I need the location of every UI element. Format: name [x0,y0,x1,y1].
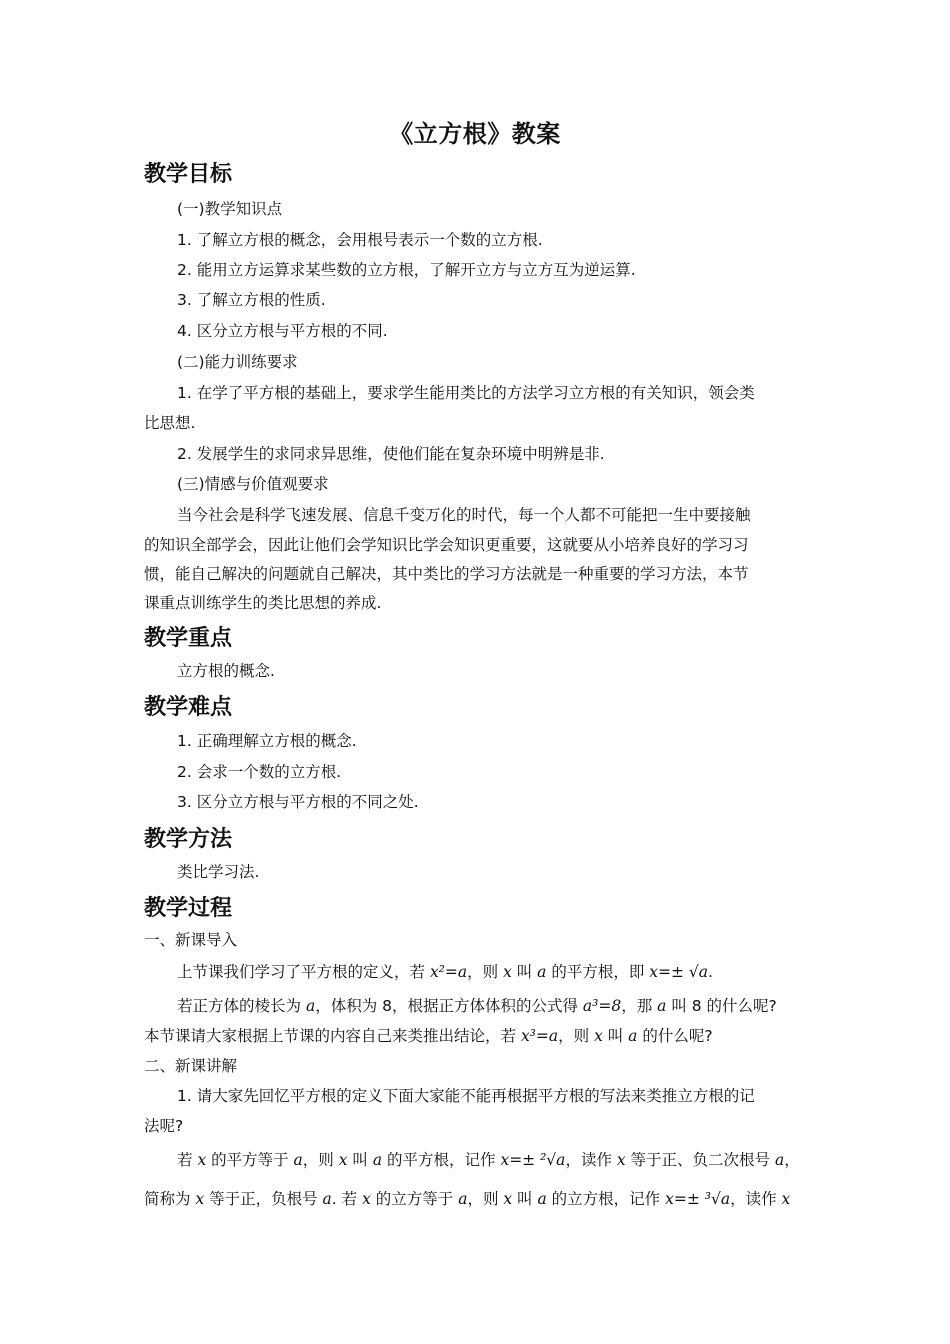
text: ，读作 [730,1190,782,1208]
variable: x [781,1190,791,1208]
text: 的立方等于 [370,1190,459,1208]
goal-2-item-2: 2. 发展学生的求同求异思维，使他们能在复杂环境中明辨是非. [177,445,605,463]
variable: x [197,1151,207,1169]
text: 等于正、负二次根号 [625,1151,775,1169]
text: . [708,963,713,981]
goal-3-line-d: 课重点训练学生的类比思想的养成. [144,594,382,612]
lecture-paragraph-1a: 1. 请大家先回忆平方根的定义下面大家能不能再根据平方根的写法来类推立方根的记 [177,1087,755,1105]
goal-3-line-c: 惯，能自己解决的问题就自己解决，其中类比的学习方法就是一种重要的学习方法，本节 [144,565,749,583]
text: 等于正，负根号 [204,1190,323,1208]
difficulty-1: 1. 正确理解立方根的概念. [177,732,357,750]
heading-method: 教学方法 [144,827,233,852]
formula: x²=a [429,963,468,981]
text: 叫 8 的什么呢? [666,997,777,1015]
goal-section-3: (三)情感与价值观要求 [177,475,329,493]
formula: x=± ³√a [665,1190,731,1208]
text: 叫 [512,1190,538,1208]
variable: a [774,1151,785,1169]
section-intro: 一、新课导入 [144,931,238,949]
text: ， [784,1151,800,1169]
text: . 若 [331,1190,363,1208]
goal-2-item-1b: 比思想. [144,414,196,432]
intro-paragraph-3 [144,1026,713,1046]
text: ，则 [467,1190,504,1208]
text: ，那 [621,997,658,1015]
text: 若正方体的棱长为 [177,997,306,1015]
variable: a [628,1027,638,1045]
goal-section-1: (一)教学知识点 [177,200,283,218]
text: 的平方等于 [206,1151,294,1169]
variable: x [594,1027,603,1045]
lecture-paragraph-1b: 法呢? [144,1117,184,1135]
goal-3-line-a: 当今社会是科学飞速发展、信息千变万化的时代，每一个人都不可能把一生中要接触 [177,506,751,524]
heading-goals: 教学目标 [144,162,233,187]
variable: a [372,1151,383,1169]
text: 本节课请大家根据上节课的内容自己来类推出结论，若 [144,1027,521,1045]
variable: x [362,1190,371,1208]
formula: x=± √a [649,963,709,981]
variable: a [458,1190,468,1208]
variable: a [657,997,667,1015]
text: 叫 [602,1027,629,1045]
formula: x=± ²√a [500,1151,566,1169]
variable: a [537,963,547,981]
text: 的平方根，记作 [382,1151,501,1169]
heading-difficulties: 教学难点 [144,695,233,720]
intro-paragraph-2 [177,996,777,1016]
key-point-1: 立方根的概念. [177,662,275,680]
text: 若 [177,1151,198,1169]
lecture-paragraph-3 [144,1189,790,1209]
formula: a³=8 [582,997,622,1015]
goal-3-line-b: 的知识全部学会，因此让他们会学知识比学会知识更重要，这就要从小培养良好的学习习 [144,536,749,554]
variable: a [305,997,316,1015]
variable: a [537,1190,547,1208]
variable: x [195,1190,205,1208]
difficulty-3: 3. 区分立方根与平方根的不同之处. [177,793,419,811]
goal-1-item-2: 2. 能用立方运算求某些数的立方根，了解开立方与立方互为逆运算. [177,261,636,279]
goal-section-2: (二)能力训练要求 [177,353,298,371]
variable: x [616,1151,626,1169]
goal-1-item-3: 3. 了解立方根的性质. [177,291,326,309]
intro-paragraph-1 [177,962,713,982]
variable: x [338,1151,348,1169]
variable: x [503,1190,513,1208]
text: ，则 [302,1151,339,1169]
lecture-paragraph-2 [177,1150,800,1170]
variable: x [503,963,512,981]
text: 叫 [347,1151,373,1169]
formula: x³=a [520,1027,559,1045]
text: ，则 [558,1027,595,1045]
text: ，体积为 8，根据正方体体积的公式得 [315,997,583,1015]
difficulty-2: 2. 会求一个数的立方根. [177,763,342,781]
goal-2-item-1a: 1. 在学了平方根的基础上，要求学生能用类比的方法学习立方根的有关知识，领会类 [177,384,755,402]
text: ，读作 [565,1151,617,1169]
variable: a [293,1151,303,1169]
heading-process: 教学过程 [144,896,233,921]
text: 简称为 [144,1190,196,1208]
text: 的什么呢? [637,1027,713,1045]
text: 上节课我们学习了平方根的定义，若 [177,963,430,981]
method-1: 类比学习法. [177,863,260,881]
section-lecture: 二、新课讲解 [144,1057,238,1075]
document-title: 《立方根》教案 [389,120,561,148]
variable: a [322,1190,332,1208]
goal-1-item-1: 1. 了解立方根的概念，会用根号表示一个数的立方根. [177,231,543,249]
text: 的平方根，即 [546,963,650,981]
text: 的立方根，记作 [546,1190,666,1208]
goal-1-item-4: 4. 区分立方根与平方根的不同. [177,322,388,340]
heading-key-points: 教学重点 [144,626,233,651]
text: 叫 [511,963,538,981]
text: ，则 [467,963,504,981]
